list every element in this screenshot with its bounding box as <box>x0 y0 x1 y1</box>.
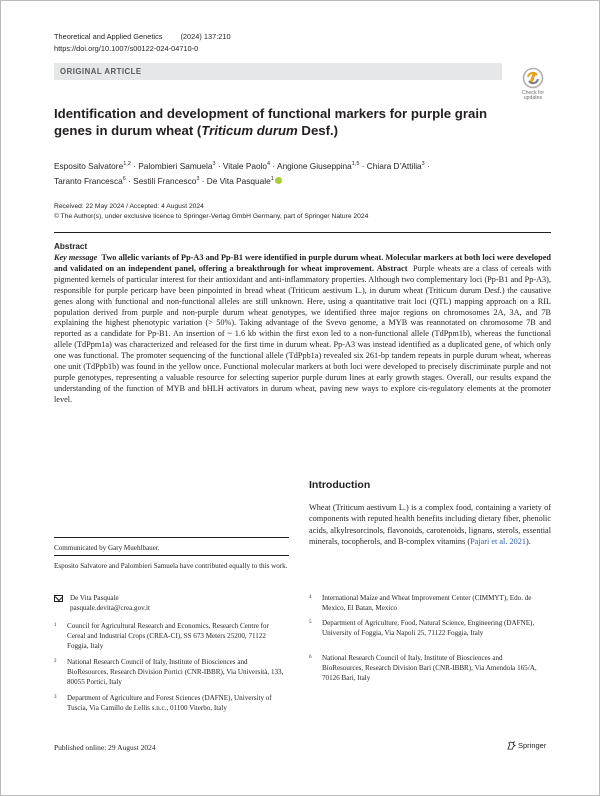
introduction-heading: Introduction <box>309 479 371 491</box>
header-divider <box>54 232 551 233</box>
springer-horse-icon <box>507 741 516 750</box>
footnote-divider-2 <box>54 555 289 556</box>
title-species: Triticum durum <box>201 123 298 138</box>
affiliation-text: International Maize and Wheat Improvement Center (CIMMYT), Edo. de Mexico, El Batan, Mexico <box>322 594 532 612</box>
envelope-icon <box>54 595 63 602</box>
journal-name: Theoretical and Applied Genetics <box>54 32 163 41</box>
affiliation-text: Department of Agriculture and Forest Sciences (DAFNE), University of Tuscia, Via Camillo de Lellis s.n.c., 01100 Viterbo, Italy <box>67 694 272 712</box>
communicated-by: Communicated by Gary Muehlbauer. <box>54 544 160 552</box>
author[interactable]: Chiara D’Attilia$^3$ <box>366 160 425 171</box>
affiliation <box>54 658 286 687</box>
article-title <box>54 105 524 139</box>
affiliation <box>309 619 541 639</box>
title-text: Identification and development of functional markers for purple grain genes in durum wheat ( <box>54 106 488 138</box>
affiliation-text: National Research Council of Italy, Institute of Biosciences and BioResources, Research Division Bari (CNR-IBBR), Via Amendola 165/A, 70126 Bari, Italy <box>322 654 537 682</box>
abstract-body <box>54 253 551 406</box>
journal-header <box>54 32 231 41</box>
corresponding-name: De Vita Pasquale <box>70 594 119 602</box>
introduction-body: Wheat (Triticum aestivum L.) is a complex food, containing a variety of components with reputed health benefits including dietary fiber, phenolic acids, alkylresorcinols, flavonoids, carotenoids, lignans, sterols, essential minerals, tocopherols, and B-complex vitamins (Pajari et al. 2021). <box>309 503 551 547</box>
abstract-text: Purple wheats are a class of cereals with pigmented kernels of particular interest for their antioxidant and anti-inflammatory properties. Although two complementary loci (Pp-B1 and Pp-A3), responsible for purple pericarp have been pinpointed in bread wheat (Triticum aestivum L.), in durum wheat (Triticum durum Desf.) the causative genes along with functional and non-functional alleles are still unknown. Here, using a quantitative trait loci (QTL) mapping approach on a RIL population derived from purple and non-purple durum wheat genotypes, we identified three major regions on chromosomes 2A, 3A, and 7B explaining the highest phenotypic variation (> 50%). Taking advantage of the Svevo genome, a MYB was reannotated on chromosome 7B and reported as a candidate for Pp-B1. An insertion of ~ 1.6 kb within the first exon led to a non-functional allele (TdPpm1b), whereas the functional allele (TdPpm1a) was characterized and released for the first time in durum wheat. Pp-A3 was instead identified as a duplicated gene, of which only one was functional. The promoter sequencing of the functional allele (TdPpb1a) revealed six 261-bp tandem repeats in purple durum wheat, whereas one unit (TdPpb1b) was found in the yellow once. Functional molecular markers at both loci were developed to precisely discriminate purple and not purple genotypes, representing a valuable resource for selecting superior purple durum lines at early growth stages. Overall, our results expand the understanding of the function of MYB and bHLH activators in durum wheat, paving new ways to explore cis-regulatory elements at the promoter level. <box>54 263 552 404</box>
corresponding-author <box>54 594 294 614</box>
affiliation-number: 4 <box>309 595 312 600</box>
author[interactable]: Angione Giuseppina$^{1,5}$ <box>277 160 360 171</box>
affiliation-number: 1 <box>54 623 57 628</box>
author-list: Esposito Salvatore$^{1,2}$ · Palombieri Samuela$^3$ · Vitale Paolo$^4$ · Angione Giuseppina$^{1,5}$ · Chiara D’Attilia$^3$ · Taranto Francesca$^6$ · Sestili Francesco$^3$ · De Vita Pasquale$^1$ <box>54 160 430 187</box>
author[interactable]: Palombieri Samuela$^3$ <box>138 160 216 171</box>
check-badge-line1: Check for <box>521 90 545 96</box>
title-tail: Desf.) <box>297 123 339 138</box>
affiliation <box>54 694 286 714</box>
check-for-updates-icon <box>522 67 544 89</box>
affiliation <box>309 654 541 683</box>
citation-link[interactable]: Pajari et al. 2021 <box>470 537 526 547</box>
affiliation <box>54 622 286 651</box>
publisher-name: Springer <box>518 741 547 750</box>
affiliation-number: 5 <box>309 620 312 625</box>
received-accepted: Received: 22 May 2024 / Accepted: 4 August 2024 <box>54 203 204 210</box>
affiliation-number: 2 <box>54 659 57 664</box>
published-online: Published online: 29 August 2024 <box>54 743 156 752</box>
affiliation-number: 3 <box>54 695 57 700</box>
footnote-divider <box>54 537 289 538</box>
affiliation-text: Department of Agriculture, Food, Natural Science, Engineering (DAFNE), University of Foggia, Via Napoli 25, 71122 Foggia, Italy <box>322 619 535 637</box>
abstract-label: Abstract <box>376 263 408 273</box>
check-for-updates-badge[interactable] <box>516 67 550 105</box>
author[interactable]: De Vita Pasquale$^1$ <box>206 176 274 187</box>
orcid-icon[interactable] <box>275 177 282 184</box>
affiliation-text: Council for Agricultural Research and Economics, Research Centre for Cereal and Industrial Crops (CREA-CI), SS 673 Meters 25200, 71122 Foggia, Italy <box>67 622 269 650</box>
article-type-banner: ORIGINAL ARTICLE <box>54 63 502 80</box>
affiliation-text: National Research Council of Italy, Institute of Biosciences and BioResources, Research Division Portici (CNR-IBBR), Via Università, 133, 80055 Portici, Italy <box>67 658 284 686</box>
corresponding-email[interactable]: pasquale.devita@crea.gov.it <box>70 603 150 612</box>
publisher-logo <box>507 741 546 750</box>
author[interactable]: Esposito Salvatore$^{1,2}$ <box>54 160 131 171</box>
doi-link[interactable]: https://doi.org/10.1007/s00122-024-04710-0 <box>54 44 199 53</box>
copyright-line: © The Author(s), under exclusive licence to Springer-Verlag GmbH Germany, part of Springer Nature 2024 <box>54 213 369 220</box>
abstract-heading: Abstract <box>54 242 88 251</box>
affiliation <box>309 594 541 614</box>
affiliation-number: 6 <box>309 655 312 660</box>
author[interactable]: Vitale Paolo$^4$ <box>222 160 271 171</box>
introduction-text: Wheat (Triticum aestivum L.) is a complex food, containing a variety of components with reputed health benefits including dietary fiber, phenolic acids, alkylresorcinols, flavonoids, carotenoids, lignans, sterols, essential minerals, tocopherols, and B-complex vitamins ( <box>309 503 551 547</box>
volume-info: (2024) 137:210 <box>180 32 231 41</box>
key-message: Two allelic variants of Pp-A3 and Pp-B1 were identified in purple durum wheat. Molecular markers at both loci were developed and validated on an independent panel, offering a breakthrough for wheat improvement. <box>54 253 551 273</box>
equal-contribution-note: Esposito Salvatore and Palombieri Samuela have contributed equally to this work. <box>54 562 288 570</box>
author[interactable]: Taranto Francesca$^6$ <box>54 176 126 187</box>
key-message-label: Key message <box>54 253 98 262</box>
article-dates <box>54 202 368 222</box>
check-badge-line2: updates <box>523 95 543 102</box>
author[interactable]: Sestili Francesco$^3$ <box>133 176 200 187</box>
